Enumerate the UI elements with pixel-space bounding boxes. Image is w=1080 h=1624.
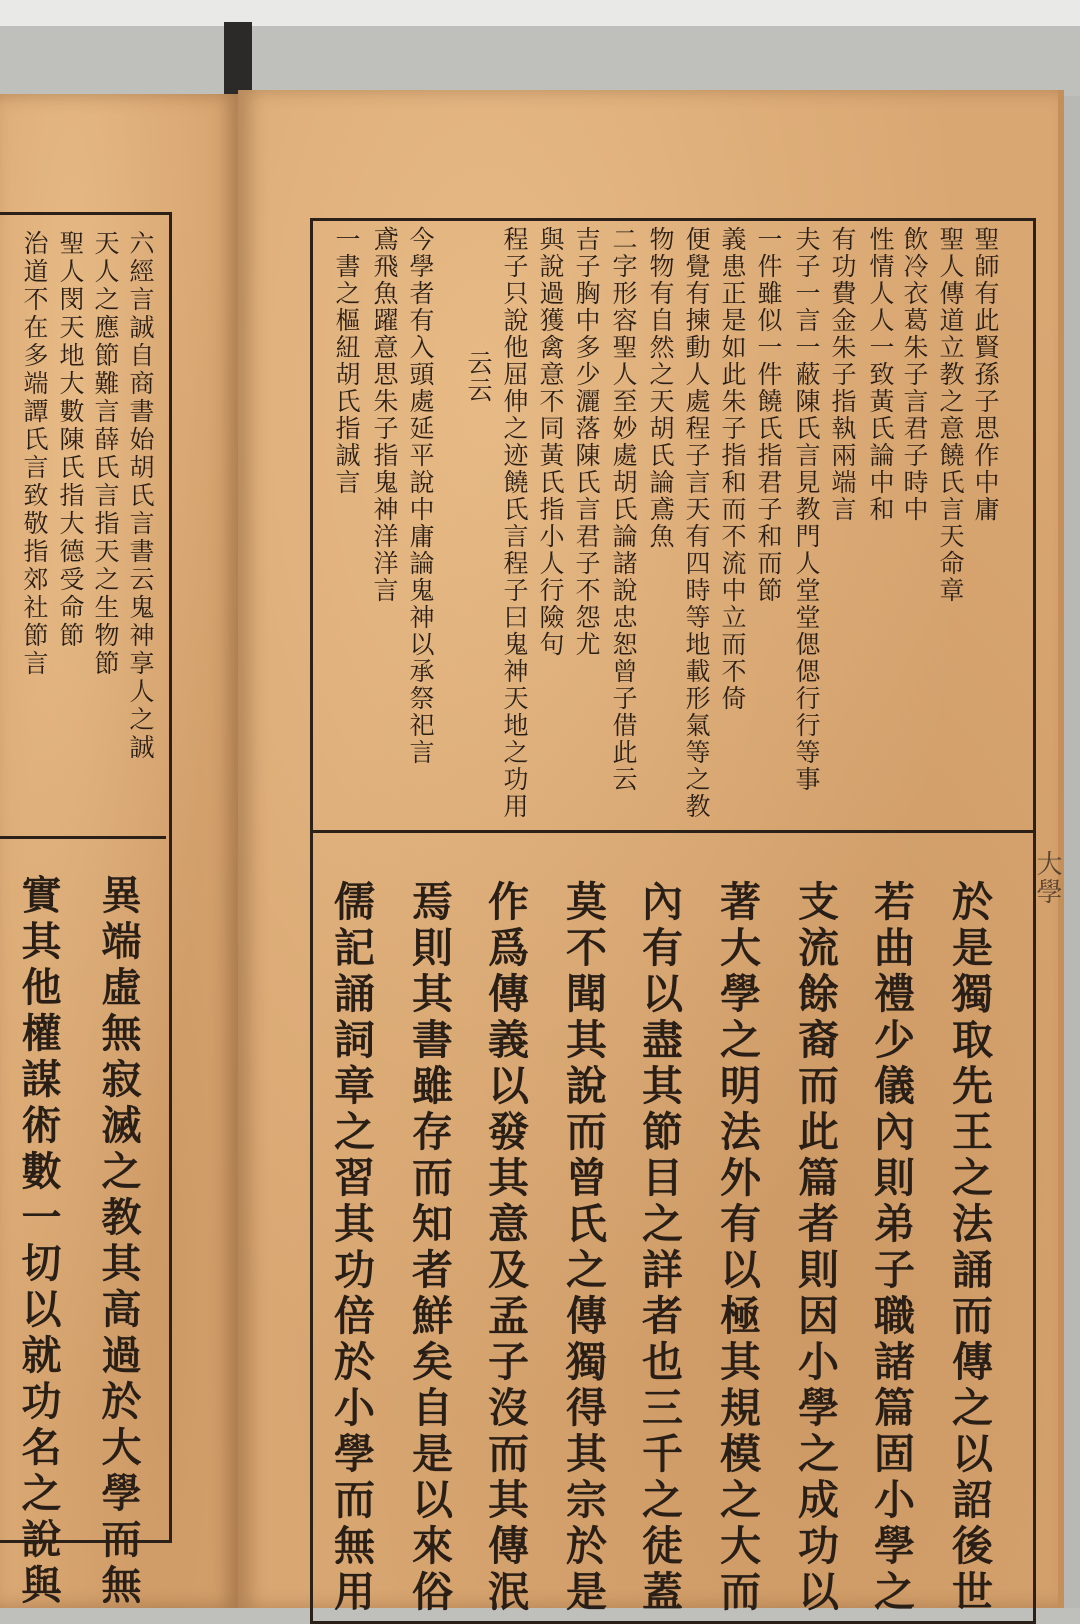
left-main-column-2: 實其他權謀術數一切以就功名之說與: [15, 874, 62, 1610]
left-commentary-line-1: 六經言誠自商書始胡氏言書云鬼神享人之誠: [126, 230, 155, 762]
right-commentary-line-9: 便覺有揀動人處程子言天有四時等地載形氣等之教: [682, 226, 711, 820]
right-commentary-line-16: 今學者有入頭處延平說中庸論鬼神以承祭祀言: [406, 226, 435, 766]
right-commentary-line-6: 夫子一言一蔽陳氏言見教門人堂堂偲偲行行等事: [792, 226, 821, 793]
left-commentary-line-3: 聖人閔天地大數陳氏指大德受命節: [56, 230, 85, 650]
left-commentary-line-4: 治道不在多端譚氏言致敬指郊社節言: [20, 230, 49, 678]
right-commentary-line-11: 二字形容聖人至妙處胡氏論諸說忠恕曾子借此云: [609, 226, 638, 793]
right-commentary-line-10: 物物有自然之天胡氏論鳶魚: [646, 226, 675, 550]
right-main-column-8: 焉則其書雖存而知者鮮矣自是以來俗: [405, 880, 453, 1616]
right-main-column-1: 於是獨取先王之法誦而傳之以詔後世: [945, 880, 993, 1616]
left-divider-rule: [0, 836, 166, 839]
right-commentary-line-15: 云云: [464, 350, 493, 404]
left-main-column-1: 異端虛無寂滅之教其高過於大學而無: [95, 874, 142, 1610]
right-main-column-6: 莫不聞其說而曾氏之傳獨得其宗於是: [559, 880, 607, 1616]
right-commentary-line-2: 聖人傳道立教之意饒氏言天命章: [936, 226, 965, 604]
margin-title-mark: 大學: [1032, 850, 1062, 906]
right-main-column-9: 儒記誦詞章之習其功倍於小學而無用: [327, 880, 375, 1616]
right-commentary-line-12: 吉子胸中多少灑落陳氏言君子不怨尤: [572, 226, 601, 658]
right-main-column-7: 作爲傳義以發其意及孟子沒而其傳泯: [481, 880, 529, 1616]
right-commentary-line-18: 一書之樞紐胡氏指誠言: [332, 226, 361, 496]
right-page: [238, 90, 1064, 1616]
right-commentary-line-13: 與說過獲禽意不同黃氏指小人行險句: [536, 226, 565, 658]
right-commentary-line-4: 性情人人一致黃氏論中和: [866, 226, 895, 523]
right-commentary-line-5: 有功費金朱子指執兩端言: [828, 226, 857, 523]
right-commentary-line-17: 鳶飛魚躍意思朱子指鬼神洋洋言: [370, 226, 399, 604]
right-main-column-5: 內有以盡其節目之詳者也三千之徒蓋: [635, 880, 683, 1616]
right-main-column-2: 若曲禮少儀內則弟子職諸篇固小學之: [867, 880, 915, 1616]
right-main-column-4: 著大學之明法外有以極其規模之大而: [713, 880, 761, 1616]
left-commentary-line-2: 天人之應節難言薛氏言指天之生物節: [91, 230, 120, 678]
right-commentary-line-7: 一件雖似一件饒氏指君子和而節: [754, 226, 783, 604]
right-divider-rule: [310, 830, 1033, 833]
right-main-column-3: 支流餘裔而此篇者則因小學之成功以: [791, 880, 839, 1616]
right-commentary-line-14: 程子只說他屈伸之迹饒氏言程子曰鬼神天地之功用: [500, 226, 529, 820]
left-page: [0, 94, 238, 1608]
right-commentary-line-8: 義患正是如此朱子指和而不流中立而不倚: [718, 226, 747, 712]
right-commentary-line-1: 聖師有此賢孫子思作中庸: [971, 226, 1000, 523]
right-commentary-line-3: 飲冷衣葛朱子言君子時中: [900, 226, 929, 523]
scan-background-strip: [0, 0, 1080, 26]
